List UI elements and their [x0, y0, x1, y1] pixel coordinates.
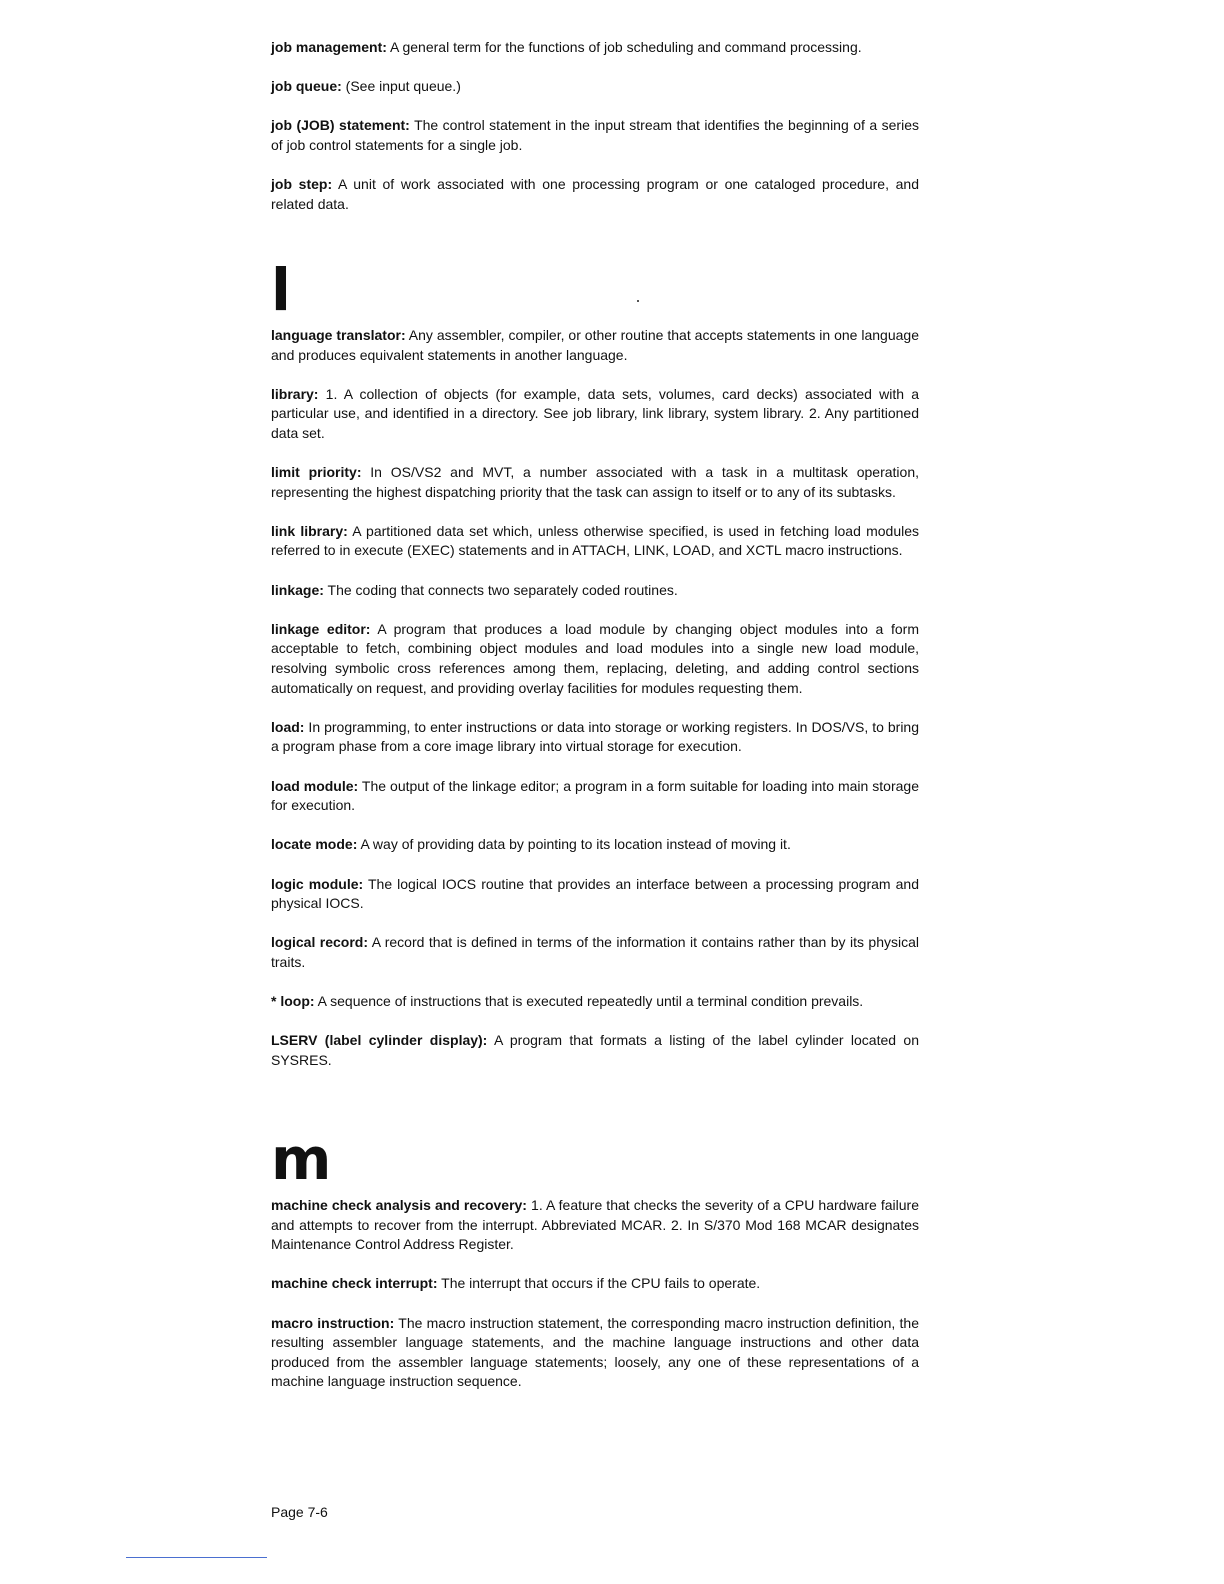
glossary-entry — [271, 522, 919, 561]
entry-term: linkage editor: — [271, 620, 371, 637]
glossary-entry — [271, 1274, 919, 1294]
entry-definition: A sequence of instructions that is executed repeatedly until a terminal condition prevails. — [314, 993, 864, 1010]
glossary-entry — [271, 1031, 919, 1070]
page-number: Page 7-6 — [271, 1504, 328, 1520]
entry-term: job step: — [271, 176, 333, 193]
section-m — [271, 1125, 919, 1392]
glossary-entry — [271, 835, 919, 855]
entry-term: language translator: — [271, 326, 406, 343]
glossary-entry — [271, 77, 919, 97]
entry-term: linkage: — [271, 581, 324, 598]
footer-rule — [126, 1557, 267, 1558]
entry-definition: A record that is defined in terms of the information it contains rather than by its physical traits. — [271, 934, 919, 970]
entry-term: macro instruction: — [271, 1314, 395, 1331]
glossary-entry — [271, 175, 919, 214]
entry-definition: In OS/VS2 and MVT, a number associated with a task in a multitask operation, representing the highest dispatching priority that the task can assign to itself or to any of its subtasks. — [271, 464, 920, 500]
glossary-entry — [271, 933, 919, 972]
entry-definition: A partitioned data set which, unless otherwise specified, is used in fetching load modules referred to in execute (EXEC) statements and in ATTACH, LINK, LOAD, and XCTL macro instructions. — [271, 522, 919, 559]
entry-term: machine check interrupt: — [271, 1275, 438, 1292]
glossary-entry — [271, 326, 919, 365]
entry-definition: A program that formats a listing of the label cylinder located on SYSRES. — [271, 1032, 919, 1068]
entry-definition: 1. A feature that checks the severity of a CPU hardware failure and attempts to recover from the interrupt. Abbreviated MCAR. 2. In S/370 Mod 168 MCAR designates Maintenance Control Address Register. — [271, 1197, 919, 1253]
entry-definition: A way of providing data by pointing to its location instead of moving it. — [357, 836, 791, 853]
entry-definition: In programming, to enter instructions or data into storage or working registers. In DOS/VS, to bring a program phase from a core image library into virtual storage for execution. — [271, 718, 919, 755]
glossary-entry — [271, 620, 919, 698]
glossary-entry — [271, 581, 919, 601]
entry-definition: A unit of work associated with one processing program or one cataloged procedure, and related data. — [271, 176, 919, 212]
entry-definition: The output of the linkage editor; a program in a form suitable for loading into main storage for execution. — [271, 777, 919, 814]
entry-term: locate mode: — [271, 836, 358, 853]
glossary-entry — [271, 875, 919, 914]
glossary-entry — [271, 463, 919, 502]
section-letter-heading: m — [271, 1125, 332, 1194]
glossary-entry — [271, 777, 919, 816]
entry-term: machine check analysis and recovery: — [271, 1197, 527, 1214]
entry-term: LSERV (label cylinder display): — [271, 1032, 488, 1049]
section-letter-heading: l — [271, 255, 291, 324]
entry-term: job management: — [271, 39, 387, 55]
glossary-entry — [271, 38, 919, 58]
glossary-entry — [271, 116, 919, 155]
entry-definition: 1. A collection of objects (for example, data sets, volumes, card decks) associated with a particular use, and identified in a directory. See job library, link library, system library. 2. Any partitioned data set. — [271, 385, 919, 441]
entry-definition: The logical IOCS routine that provides an interface between a processing program and physical IOCS. — [271, 875, 919, 912]
entry-term: * loop: — [271, 993, 315, 1010]
entry-definition: The control statement in the input stream that identifies the beginning of a series of job control statements for a single job. — [271, 117, 919, 153]
glossary-entry — [271, 992, 919, 1012]
entry-term: limit priority: — [271, 464, 362, 481]
glossary-entry — [271, 718, 919, 757]
glossary-entry — [271, 1196, 919, 1255]
scan-speck — [637, 300, 639, 302]
entry-term: job queue: — [271, 78, 342, 95]
section-j — [271, 38, 919, 214]
glossary-entry — [271, 1314, 919, 1392]
entry-term: load module: — [271, 777, 359, 794]
entry-definition: Any assembler, compiler, or other routine that accepts statements in one language and produces equivalent statements in another language. — [271, 326, 919, 363]
section-l — [271, 255, 920, 1071]
entry-term: logical record: — [271, 934, 369, 951]
entry-term: load: — [271, 718, 305, 735]
entry-definition: (See input queue.) — [341, 78, 461, 95]
entry-term: logic module: — [271, 875, 364, 892]
entry-definition: A program that produces a load module by changing object modules into a form acceptable to fetch, combining object modules and load modules into a single new load module, resolving symbolic cross references among them, replacing, deleting, and adding control sections automatically on request, and providing overlay facilities for modules requesting them. — [271, 620, 920, 696]
entry-term: library: — [271, 385, 319, 402]
entry-definition: A general term for the functions of job scheduling and command processing. — [386, 39, 862, 55]
entry-definition: The interrupt that occurs if the CPU fails to operate. — [437, 1275, 761, 1292]
glossary-entry — [271, 385, 919, 444]
entry-term: job (JOB) statement: — [271, 117, 410, 134]
entry-term: link library: — [271, 522, 348, 539]
entry-definition: The coding that connects two separately coded routines. — [323, 581, 678, 598]
entry-definition: The macro instruction statement, the corresponding macro instruction definition, the resulting assembler language statements, and the machine language instructions and other data produced from the assembler language statements; loosely, any one of these representations of a machine language instruction sequence. — [271, 1314, 919, 1390]
glossary-page — [271, 38, 919, 1412]
